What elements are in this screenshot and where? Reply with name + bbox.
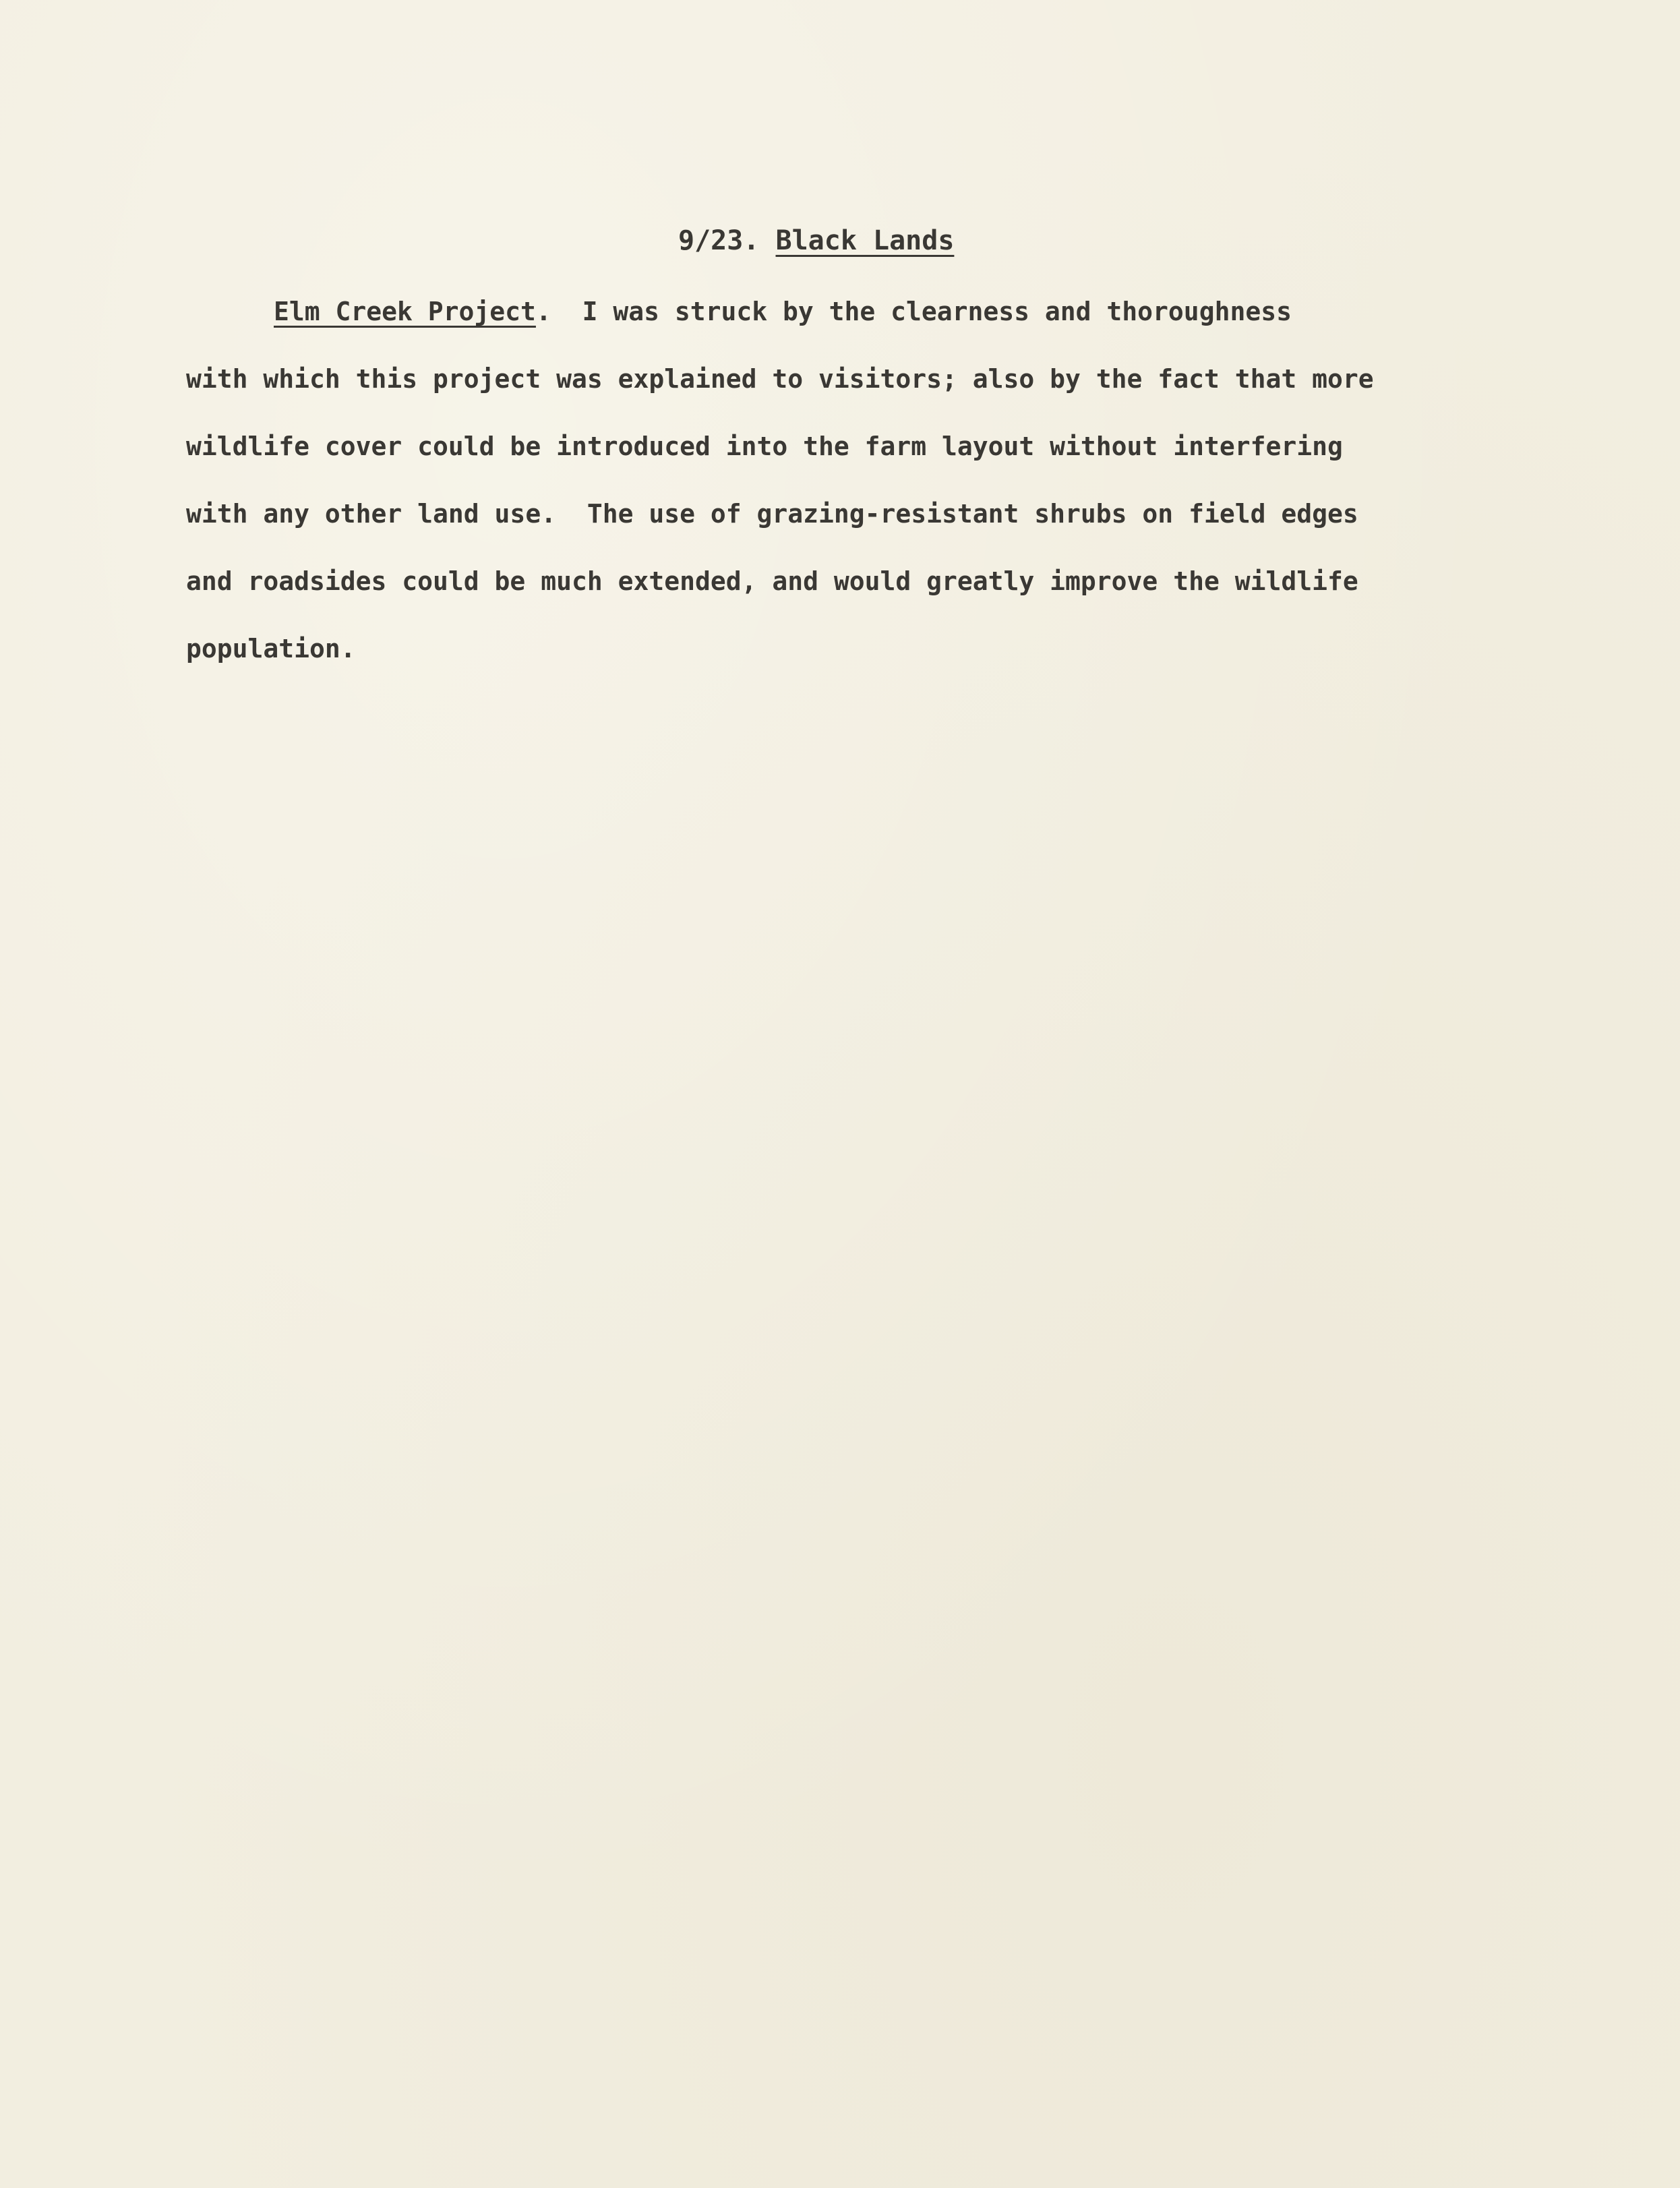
- heading-title: Black Lands: [775, 225, 955, 256]
- paragraph-line: population.: [186, 634, 356, 663]
- paragraph-line: with which this project was explained to visitors; also by the fact that more: [186, 364, 1374, 394]
- paragraph-line: wildlife cover could be introduced into the farm layout without interfering: [186, 432, 1343, 461]
- paragraph-line: and roadsides could be much extended, and would greatly improve the wildlife: [186, 566, 1358, 596]
- paragraph-lead-text: . I was struck by the clearness and thoroughness: [535, 297, 1292, 326]
- paragraph-line: with any other land use. The use of grazing-resistant shrubs on field edges: [186, 499, 1358, 529]
- paragraph-lead-title: Elm Creek Project: [274, 297, 536, 326]
- heading-date: 9/23.: [678, 225, 776, 256]
- page-heading: [678, 217, 954, 264]
- paragraph-line: [186, 278, 1501, 345]
- body-paragraph: [186, 278, 1501, 682]
